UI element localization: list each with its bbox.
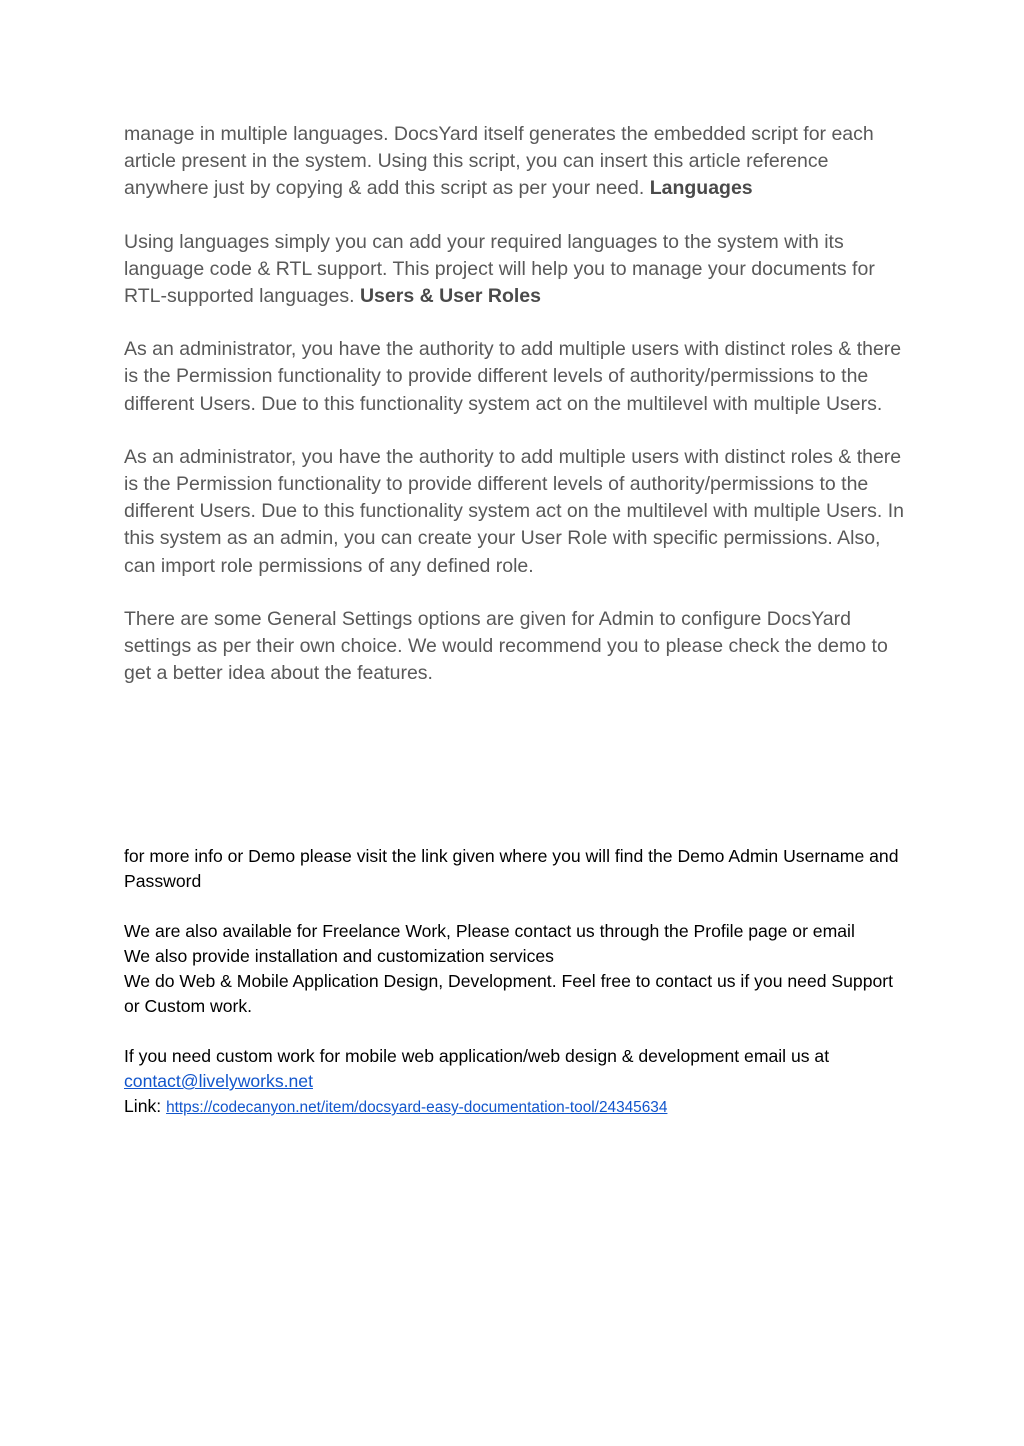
link-line [124,1094,904,1120]
codecanyon-link[interactable]: https://codecanyon.net/item/docsyard-easy-documentation-tool/24345634 [166,1099,668,1116]
link-label: Link: [124,1096,162,1116]
demo-info-text: for more info or Demo please visit the link given where you will find the Demo Admin Username and Password [124,846,899,891]
users-roles-heading: Users & User Roles [359,285,541,308]
contact-section [124,844,904,1120]
languages-paragraph [124,229,904,311]
installation-text: We also provide installation and customization services [124,946,554,966]
feature-description [124,121,904,713]
embed-script-text: manage in multiple languages. DocsYard itself generates the embedded script for each article present in the system. Using this script, you can insert this article reference anywhere just by copying & add this script as per your need. [124,123,874,200]
embed-script-paragraph [124,121,904,203]
email-link[interactable]: contact@livelyworks.net [124,1071,313,1091]
design-text: We do Web & Mobile Application Design, Development. Feel free to contact us if you need Support or Custom work. [124,971,894,1016]
languages-text: Using languages simply you can add your required languages to the system with its language code & RTL support. This project will help you to manage your documents for RTL-supported languages. [124,230,875,308]
general-settings-paragraph: There are some General Settings options are given for Admin to configure DocsYard settings as per their own choice. We would recommend you to please check the demo to get a better idea about the features. [124,607,888,685]
freelance-text: We are also available for Freelance Work, Please contact us through the Profile page or email [124,921,855,941]
custom-work-text: If you need custom work for mobile web application/web design & development email us at [124,1046,830,1066]
users-paragraph: As an administrator, you have the authority to add multiple users with distinct roles & there is the Permission functionality to provide different levels of authority/permissions to the different Users. Due to this functionality system act on the multilevel with multiple Users. [124,338,902,415]
spacer [124,894,904,919]
languages-heading: Languages [649,177,753,200]
user-roles-paragraph: As an administrator, you have the authority to add multiple users with distinct roles & there is the Permission functionality to provide different levels of authority/permissions to the different Users. Due to this functionality system act on the multilevel with multiple Users. In this system as an admin, you can create your User Role with specific permissions. Also, can import role permissions of any defined role. [124,445,904,577]
spacer [124,1019,904,1044]
email-line [124,1069,904,1094]
